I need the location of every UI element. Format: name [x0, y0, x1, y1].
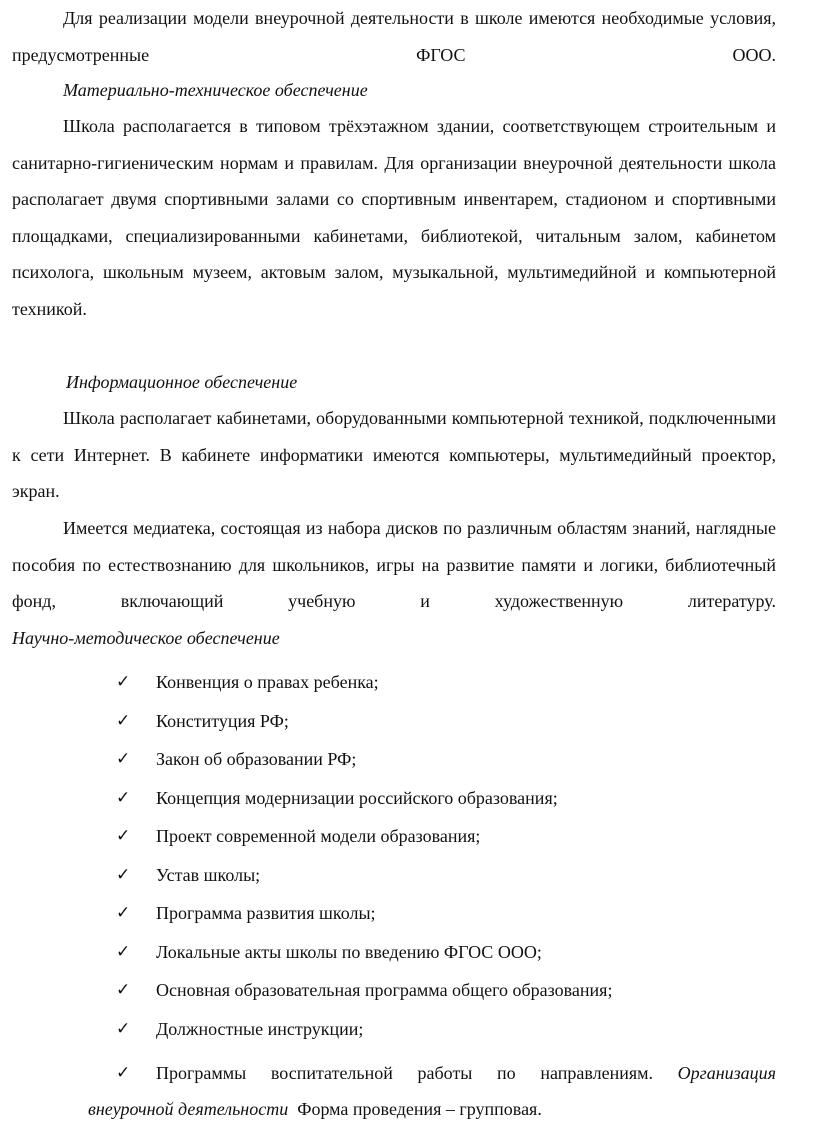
list-item-text: Конституция РФ;	[156, 710, 289, 731]
check-mark-icon: ✓	[116, 941, 131, 962]
list-item	[0, 779, 816, 818]
check-mark-icon: ✓	[116, 1018, 131, 1039]
list-item-text: Локальные акты школы по введению ФГОС ООО;	[156, 941, 542, 962]
list-item-text: Концепция модернизации российского образования;	[156, 787, 558, 808]
list-item	[0, 740, 816, 779]
heading-organization-part2: внеурочной деятельности	[88, 1099, 289, 1119]
check-mark-icon: ✓	[116, 787, 131, 808]
check-mark-icon: ✓	[116, 826, 131, 846]
check-mark-icon: ✓	[116, 749, 131, 769]
check-mark-icon: ✓	[116, 1063, 131, 1083]
list-item-text: Конвенция о правах ребенка;	[156, 672, 379, 692]
heading-organization-part1: Организация	[677, 1063, 777, 1083]
list-item	[0, 933, 816, 972]
list-item-text: Должностные инструкции;	[156, 1018, 364, 1039]
check-mark-icon: ✓	[116, 710, 131, 731]
material-paragraph: Школа располагается в типовом трёхэтажном здании, соответствующем строительным и санитарно-гигиеническим нормам и правилам. Для организации внеурочной деятельности школа располагает двумя спортивными залами со спортивным инвентарем, стадионом и спортивными площадками, специализированными кабинетами, библиотекой, читальным залом, кабинетом психолога, школьным музеем, актовым залом, музыкальной, мультимедийной и компьютерной техникой.	[12, 116, 776, 319]
info-paragraph-1: Школа располагает кабинетами, оборудованными компьютерной техникой, подключенными к сети Интернет. В кабинете информатики имеются компьютеры, мультимедийный проектор, экран.	[12, 408, 776, 501]
heading-method: Научно-методическое обеспечение	[12, 628, 280, 648]
list-item-text: Проект современной модели образования;	[156, 826, 481, 846]
heading-info: Информационное обеспечение	[66, 372, 298, 392]
list-item	[0, 663, 816, 702]
method-list	[0, 663, 816, 1048]
last-item-line-2	[88, 1091, 542, 1127]
list-item	[0, 971, 816, 1010]
list-item-text: Закон об образовании РФ;	[156, 749, 357, 769]
list-item-text: Устав школы;	[156, 864, 261, 885]
list-item-text: Программа развития школы;	[156, 903, 376, 923]
list-item	[0, 894, 816, 933]
form-text: Форма проведения – групповая.	[297, 1099, 542, 1119]
heading-material: Материально-техническое обеспечение	[63, 80, 368, 100]
check-mark-icon: ✓	[116, 980, 131, 1000]
last-item-line-1	[156, 1055, 776, 1091]
list-item	[0, 856, 816, 895]
check-mark-icon: ✓	[116, 903, 131, 923]
list-item-last	[0, 1049, 816, 1129]
check-mark-icon: ✓	[116, 864, 131, 885]
list-item	[0, 817, 816, 856]
check-mark-icon: ✓	[116, 672, 131, 692]
list-item	[0, 702, 816, 741]
intro-paragraph: Для реализации модели внеурочной деятельности в школе имеются необходимые условия, предусмотренные ФГОС ООО.	[12, 8, 776, 65]
list-item-text: Основная образовательная программа общего образования;	[156, 980, 613, 1000]
list-item	[0, 1010, 816, 1049]
info-paragraph-2: Имеется медиатека, состоящая из набора дисков по различным областям знаний, наглядные пособия по естествознанию для школьников, игры на развитие памяти и логики, библиотечный фонд, включающий учебную и художественную литературу.	[12, 518, 776, 611]
last-item-text: Программы воспитательной работы по направлениям.	[156, 1063, 654, 1083]
